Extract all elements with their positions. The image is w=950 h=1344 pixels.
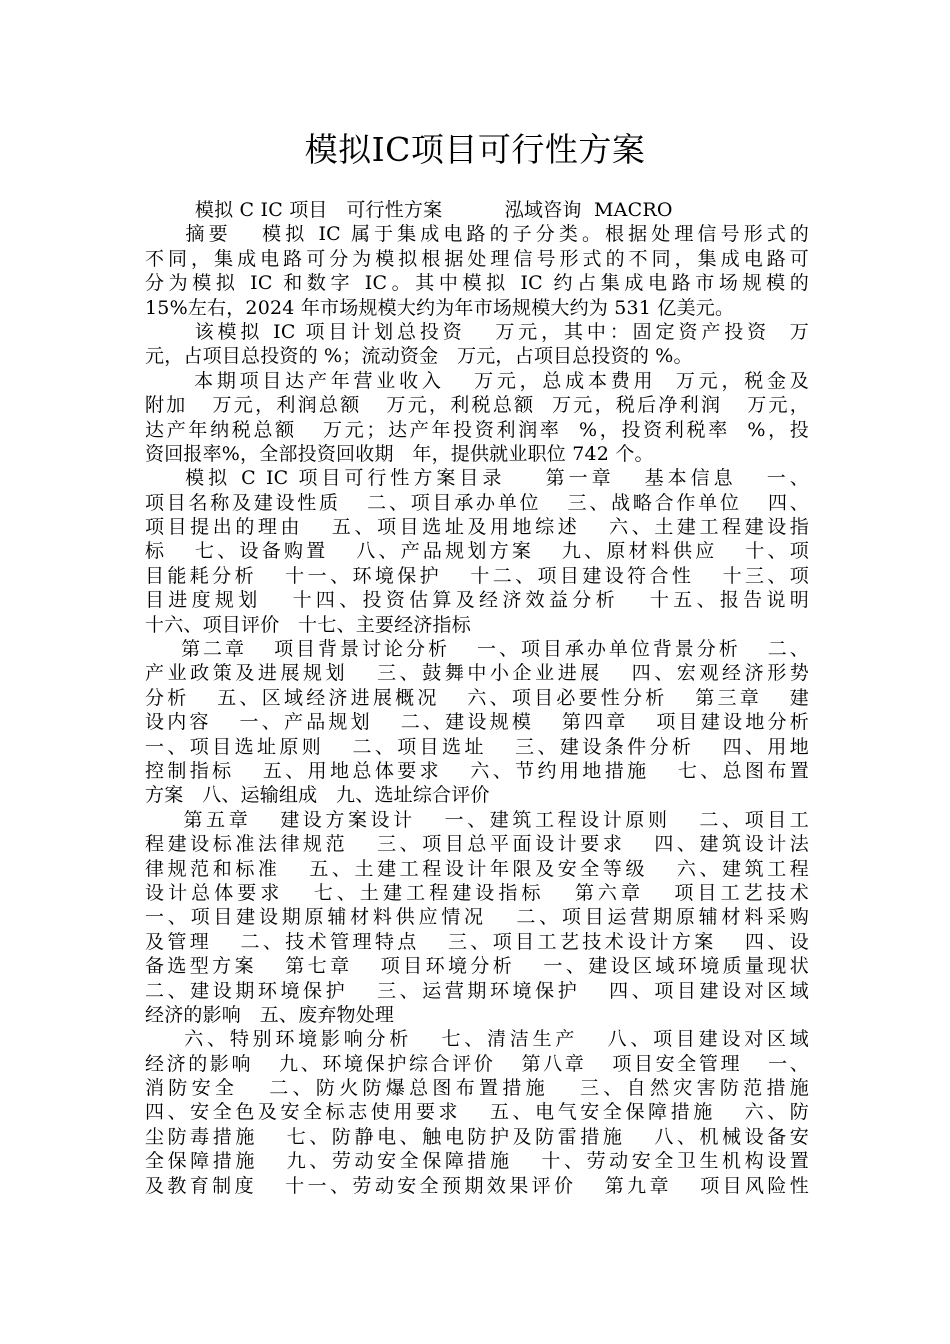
text-line: 产业政策及进展规划 三、鼓舞中小企业进展 四、宏观经济形势	[145, 662, 809, 685]
text-line: 分为模拟 IC 和数字 IC。其中模拟 IC 约占集成电路市场规模的	[145, 272, 809, 295]
text-line: 模拟 C IC 项目 可行性方案 泓域咨询 MACRO	[145, 199, 673, 221]
text-line: 及教育制度 十一、劳动安全预期效果评价 第九章 项目风险性	[145, 1174, 809, 1197]
text-line: 十六、项目评价 十七、主要经济指标	[145, 613, 471, 636]
text-line: 不同，集成电路可分为模拟根据处理信号形式的不同，集成电路可	[145, 247, 809, 270]
text-line: 项目提出的理由 五、项目选址及用地综述 六、土建工程建设指	[145, 516, 809, 539]
text-line: 一、项目选址原则 二、项目选址 三、建设条件分析 四、用地	[145, 735, 809, 758]
text-line: 方案 八、运输组成 九、选址综合评价	[145, 784, 490, 807]
text-line: 15%左右，2024 年市场规模大约为年市场规模大约为 531 亿美元。	[145, 296, 735, 319]
text-line: 摘要 模拟 IC 属于集成电路的子分类。根据处理信号形式的	[145, 223, 809, 246]
text-line: 四、安全色及安全标志使用要求 五、电气安全保障措施 六、防	[145, 1101, 809, 1124]
text-line: 目进度规划 十四、投资估算及经济效益分析 十五、报告说明	[145, 589, 809, 612]
text-line: 第二章 项目背景讨论分析 一、项目承办单位背景分析 二、	[145, 638, 809, 661]
text-line: 消防安全 二、防火防爆总图布置措施 三、自然灾害防范措施	[145, 1077, 809, 1100]
text-line: 资回报率%，全部投资回收期 年，提供就业职位 742 个。	[145, 442, 654, 465]
text-line: 本期项目达产年营业收入 万元，总成本费用 万元，税金及	[145, 369, 809, 392]
text-line: 达产年纳税总额 万元；达产年投资利润率 %，投资利税率 %，投	[145, 418, 809, 441]
text-line: 项目名称及建设性质 二、项目承办单位 三、战略合作单位 四、	[145, 491, 809, 514]
text-line: 全保障措施 九、劳动安全保障措施 十、劳动安全卫生机构设置	[145, 1150, 809, 1173]
text-line: 二、建设期环境保护 三、运营期环境保护 四、项目建设对区域	[145, 979, 809, 1002]
text-line: 一、项目建设期原辅材料供应情况 二、项目运营期原辅材料采购	[145, 906, 809, 929]
text-line: 目能耗分析 十一、环境保护 十二、项目建设符合性 十三、项	[145, 564, 809, 587]
text-line: 律规范和标准 五、土建工程设计年限及安全等级 六、建筑工程	[145, 857, 809, 880]
text-line: 备选型方案 第七章 项目环境分析 一、建设区域环境质量现状	[145, 955, 809, 978]
text-line: 该模拟 IC 项目计划总投资 万元，其中：固定资产投资 万	[145, 320, 809, 343]
document-title: 模拟IC项目可行性方案	[304, 130, 646, 169]
text-line: 程建设标准法律规范 三、项目总平面设计要求 四、建筑设计法	[145, 833, 809, 856]
text-line: 分析 五、区域经济进展概况 六、项目必要性分析 第三章 建	[145, 686, 809, 709]
text-line: 元，占项目总投资的 %；流动资金 万元，占项目总投资的 %。	[145, 345, 693, 368]
text-line: 标 七、设备购置 八、产品规划方案 九、原材料供应 十、项	[145, 540, 809, 563]
text-line: 尘防毒措施 七、防静电、触电防护及防雷措施 八、机械设备安	[145, 1125, 809, 1148]
text-line: 经济的影响 九、环境保护综合评价 第八章 项目安全管理 一、	[145, 1052, 809, 1075]
text-line: 控制指标 五、用地总体要求 六、节约用地措施 七、总图布置	[145, 759, 809, 782]
text-line: 及管理 二、技术管理特点 三、项目工艺技术设计方案 四、设	[145, 930, 809, 953]
text-line: 设计总体要求 七、土建工程建设指标 第六章 项目工艺技术	[145, 881, 809, 904]
text-line: 第五章 建设方案设计 一、建筑工程设计原则 二、项目工	[145, 808, 809, 831]
document-body	[145, 198, 809, 1198]
text-line: 设内容 一、产品规划 二、建设规模 第四章 项目建设地分析	[145, 711, 809, 734]
text-line: 经济的影响 五、废弃物处理	[145, 1003, 395, 1026]
text-line: 模拟 C IC 项目可行性方案目录 第一章 基本信息 一、	[145, 467, 809, 490]
text-line: 六、特别环境影响分析 七、清洁生产 八、项目建设对区域	[145, 1028, 809, 1051]
text-line: 附加 万元，利润总额 万元，利税总额 万元，税后净利润 万元，	[145, 394, 809, 417]
